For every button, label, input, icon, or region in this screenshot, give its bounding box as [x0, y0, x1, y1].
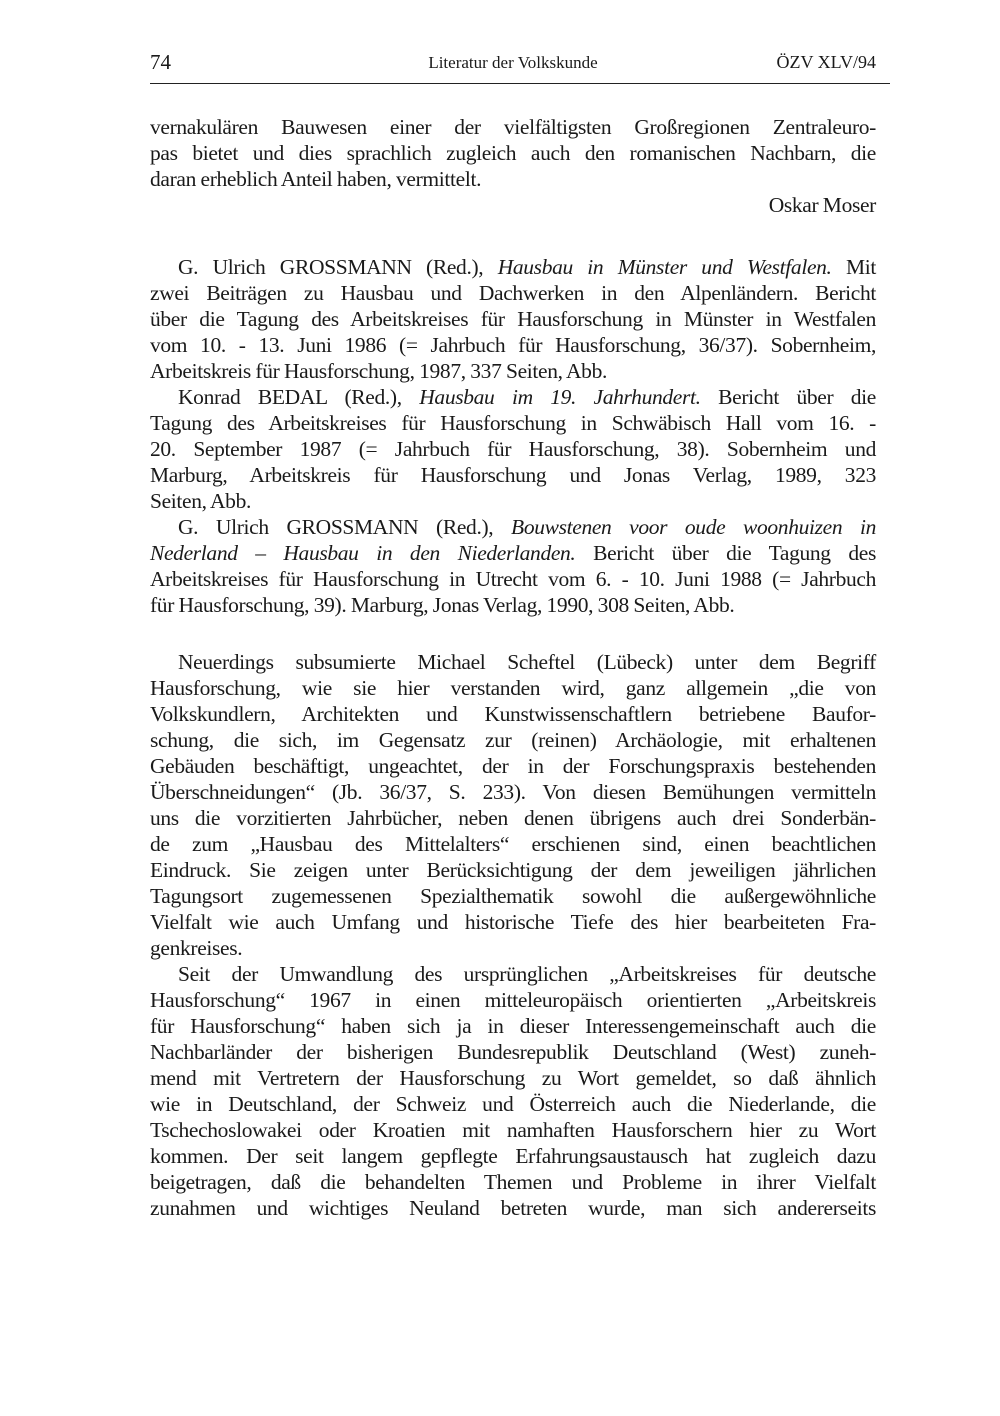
italic-title: Hausbau im 19. Jahrhundert. — [419, 385, 701, 409]
text-run: Seit der Umwandlung des ursprünglichen „Arbeitskreises für deutsche — [178, 962, 876, 986]
text-line — [150, 1039, 876, 1065]
text-run: Hausforschung, wie sie hier verstanden wird, ganz allgemein „die von — [150, 676, 876, 700]
text-line — [150, 462, 876, 488]
text-line — [150, 306, 876, 332]
text-run: Tagungsort zugemessenen Spezialthematik sowohl die außergewöhnliche — [150, 884, 876, 908]
running-header — [150, 50, 876, 76]
text-run: Arbeitskreis für Hausforschung, 1987, 337 Seiten, Abb. — [150, 359, 608, 383]
text-run: Überschneidungen“ (Jb. 36/37, S. 233). Von diesen Bemühungen vermitteln — [150, 780, 876, 804]
text-line — [150, 1091, 876, 1117]
text-line — [150, 987, 876, 1013]
text-run: Seiten, Abb. — [150, 489, 252, 513]
text-run: Vielfalt wie auch Umfang und historische Tiefe des hier bearbeiteten Fra- — [150, 910, 876, 934]
text-line — [150, 1117, 876, 1143]
text-run: Volkskundlern, Architekten und Kunstwissenschaftlern betriebene Baufor- — [150, 702, 876, 726]
text-run: Konrad BEDAL (Red.), — [178, 385, 420, 409]
text-line — [150, 831, 876, 857]
text-line — [150, 488, 876, 514]
text-run: daran erheblich Anteil haben, vermittelt. — [150, 167, 482, 191]
text-line — [150, 753, 876, 779]
text-run: Gebäuden beschäftigt, ungeachtet, der in der Forschungspraxis bestehenden — [150, 754, 876, 778]
text-line — [150, 727, 876, 753]
text-run: Hausforschung“ 1967 in einen mitteleuropäisch orientierten „Arbeitskreis — [150, 988, 876, 1012]
text-run: genkreises. — [150, 936, 243, 960]
text-run: Tagung des Arbeitskreises für Hausforschung in Schwäbisch Hall vom 16. - — [150, 411, 876, 435]
text-run: Tschechoslowakei oder Kroatien mit namhaften Hausforschern hier zu Wort — [150, 1118, 876, 1142]
text-line — [150, 883, 876, 909]
text-line — [150, 1169, 876, 1195]
text-line — [150, 1065, 876, 1091]
text-line — [150, 909, 876, 935]
text-line — [150, 1195, 876, 1221]
text-line — [150, 332, 876, 358]
text-line — [150, 935, 876, 961]
text-run: Bericht über die — [700, 385, 876, 409]
page-number: 74 — [150, 50, 171, 74]
text-run: de zum „Hausbau des Mittelalters“ erschienen sind, einen beachtlichen — [150, 832, 876, 856]
italic-title: Nederland – Hausbau in den Niederlanden. — [150, 541, 576, 565]
text-run: für Hausforschung“ haben sich ja in dieser Interessengemeinschaft auch die — [150, 1014, 876, 1038]
text-run: über die Tagung des Arbeitskreises für Hausforschung in Münster in Westfalen — [150, 307, 876, 331]
text-line — [150, 566, 876, 592]
text-line — [150, 1143, 876, 1169]
author-signature — [150, 192, 876, 218]
italic-title: Bouwstenen voor oude woonhuizen in — [511, 515, 876, 539]
text-run: Oskar Moser — [768, 193, 876, 217]
text-line — [150, 514, 876, 540]
bibliography — [150, 254, 876, 618]
text-run: für Hausforschung, 39). Marburg, Jonas Verlag, 1990, 308 Seiten, Abb. — [150, 593, 735, 617]
text-line — [150, 114, 876, 140]
text-line — [150, 592, 876, 618]
journal-issue: ÖZV XLV/94 — [776, 52, 876, 72]
text-run: Marburg, Arbeitskreis für Hausforschung und Jonas Verlag, 1989, 323 — [150, 463, 876, 487]
text-run: schung, die sich, im Gegensatz zur (reinen) Archäologie, mit erhaltenen — [150, 728, 876, 752]
text-run: zwei Beiträgen zu Hausbau und Dachwerken in den Alpenländern. Bericht — [150, 281, 876, 305]
text-run: Bericht über die Tagung des — [575, 541, 876, 565]
text-line — [150, 280, 876, 306]
text-line — [150, 410, 876, 436]
text-run: wie in Deutschland, der Schweiz und Österreich auch die Niederlande, die — [150, 1092, 876, 1116]
text-line — [150, 649, 876, 675]
running-title: Literatur der Volkskunde — [428, 53, 598, 72]
text-run: pas bietet und dies sprachlich zugleich auch den romanischen Nachbarn, die — [150, 141, 876, 165]
text-run: Mit — [831, 255, 876, 279]
review-end — [150, 114, 876, 218]
text-run: zunahmen und wichtiges Neuland betreten wurde, man sich andererseits — [150, 1196, 876, 1220]
text-line — [150, 254, 876, 280]
text-run: uns die vorzitierten Jahrbücher, neben denen übrigens auch drei Sonderbän- — [150, 806, 876, 830]
text-line — [150, 540, 876, 566]
text-line — [150, 779, 876, 805]
text-run: Neuerdings subsumierte Michael Scheftel (Lübeck) unter dem Begriff — [178, 650, 876, 674]
text-line — [150, 857, 876, 883]
header-rule — [150, 83, 890, 84]
text-run: Eindruck. Sie zeigen unter Berücksichtigung der dem jeweiligen jährlichen — [150, 858, 876, 882]
italic-title: Hausbau in Münster und Westfalen. — [497, 255, 832, 279]
text-run: G. Ulrich GROSSMANN (Red.), — [178, 255, 498, 279]
text-run: vernakulären Bauwesen einer der vielfältigsten Großregionen Zentraleuro- — [150, 115, 876, 139]
text-line — [150, 358, 876, 384]
text-line — [150, 701, 876, 727]
text-run: beigetragen, daß die behandelten Themen und Probleme in ihrer Vielfalt — [150, 1170, 876, 1194]
text-line — [150, 140, 876, 166]
text-line — [150, 1013, 876, 1039]
text-line — [150, 384, 876, 410]
text-run: kommen. Der seit langem gepflegte Erfahrungsaustausch hat zugleich dazu — [150, 1144, 876, 1168]
text-line — [150, 961, 876, 987]
text-line — [150, 436, 876, 462]
text-line — [150, 805, 876, 831]
text-run: vom 10. - 13. Juni 1986 (= Jahrbuch für Hausforschung, 36/37). Sobernheim, — [150, 333, 876, 357]
text-run: Arbeitskreises für Hausforschung in Utrecht vom 6. - 10. Juni 1988 (= Jahrbuch — [150, 567, 876, 591]
text-line — [150, 166, 876, 192]
body-text — [150, 649, 876, 1221]
text-line — [150, 675, 876, 701]
text-run: G. Ulrich GROSSMANN (Red.), — [178, 515, 512, 539]
text-run: Nachbarländer der bisherigen Bundesrepublik Deutschland (West) zuneh- — [150, 1040, 876, 1064]
text-run: 20. September 1987 (= Jahrbuch für Hausforschung, 38). Sobernheim und — [150, 437, 876, 461]
text-run: mend mit Vertretern der Hausforschung zu Wort gemeldet, so daß ähnlich — [150, 1066, 876, 1090]
